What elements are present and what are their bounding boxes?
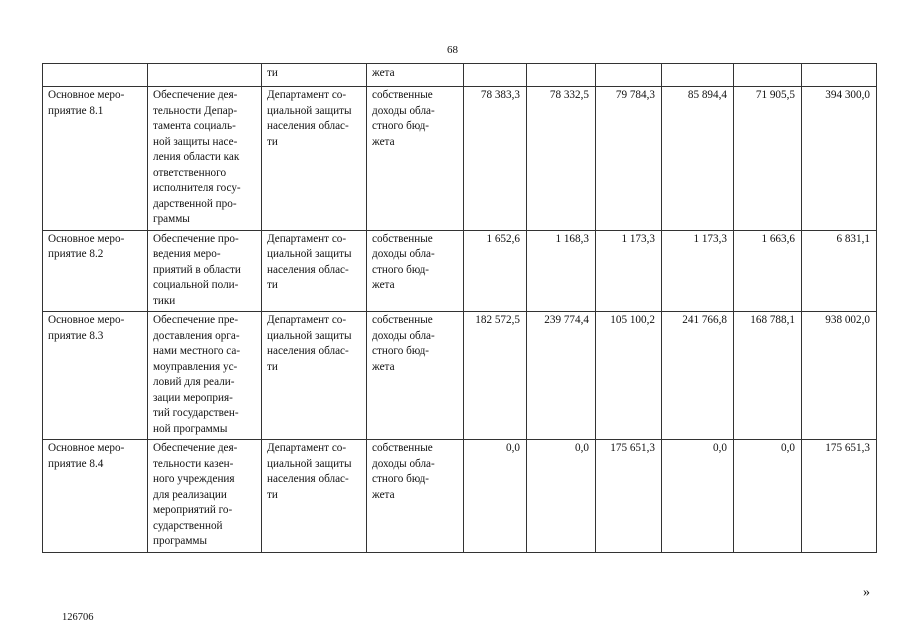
table-row [43, 440, 877, 553]
funding-source-cell: собственные доходы обла- стного бюд- жета [367, 440, 464, 553]
value-cell: 79 784,3 [596, 87, 662, 231]
executor-cell: Департамент со- циальной защиты населения облас- ти [262, 440, 367, 553]
value-cell: 0,0 [527, 440, 596, 553]
value-cell: 1 168,3 [527, 230, 596, 312]
funding-source-cell: собственные доходы обла- стного бюд- жета [367, 87, 464, 231]
event-name-cell: Основное меро- приятие 8.4 [43, 440, 148, 553]
event-name-cell: Основное меро- приятие 8.3 [43, 312, 148, 440]
table-row [43, 87, 877, 231]
executor-cell: Департамент со- циальной защиты населения облас- ти [262, 312, 367, 440]
table-cell [43, 64, 148, 87]
page-number: 68 [447, 44, 458, 56]
executor-cell: Департамент со- циальной защиты населения облас- ти [262, 230, 367, 312]
table-row [43, 312, 877, 440]
description-cell: Обеспечение дея- тельности Депар- тамента социаль- ной защиты насе- ления области как ответственного исполнителя госу- дарственной про- граммы [148, 87, 262, 231]
table-cell: жета [367, 64, 464, 87]
table-cell: ти [262, 64, 367, 87]
continuation-mark: » [863, 585, 870, 600]
description-cell: Обеспечение пре- доставления орга- нами местного са- моуправления ус- ловий для реали- зации мероприя- тий государствен- ной программы [148, 312, 262, 440]
executor-cell: Департамент со- циальной защиты населения облас- ти [262, 87, 367, 231]
value-cell: 78 332,5 [527, 87, 596, 231]
value-cell: 182 572,5 [464, 312, 527, 440]
event-name-cell: Основное меро- приятие 8.2 [43, 230, 148, 312]
funding-source-cell: собственные доходы обла- стного бюд- жета [367, 230, 464, 312]
table-cell [662, 64, 734, 87]
description-cell: Обеспечение про- ведения меро- приятий в области социальной поли- тики [148, 230, 262, 312]
value-cell: 241 766,8 [662, 312, 734, 440]
value-cell: 105 100,2 [596, 312, 662, 440]
value-cell: 78 383,3 [464, 87, 527, 231]
value-cell: 239 774,4 [527, 312, 596, 440]
value-cell: 1 173,3 [662, 230, 734, 312]
value-cell: 1 652,6 [464, 230, 527, 312]
total-cell: 6 831,1 [802, 230, 877, 312]
funding-source-cell: собственные доходы обла- стного бюд- жета [367, 312, 464, 440]
value-cell: 71 905,5 [734, 87, 802, 231]
table-cell [527, 64, 596, 87]
table-cell [734, 64, 802, 87]
table-cell [464, 64, 527, 87]
total-cell: 175 651,3 [802, 440, 877, 553]
table-cell [596, 64, 662, 87]
total-cell: 394 300,0 [802, 87, 877, 231]
table-cell [802, 64, 877, 87]
value-cell: 0,0 [662, 440, 734, 553]
value-cell: 168 788,1 [734, 312, 802, 440]
table-row [43, 230, 877, 312]
continuation-row [43, 64, 877, 87]
value-cell: 85 894,4 [662, 87, 734, 231]
description-cell: Обеспечение дея- тельности казен- ного учреждения для реализации мероприятий го- сударственной программы [148, 440, 262, 553]
event-name-cell: Основное меро- приятие 8.1 [43, 87, 148, 231]
total-cell: 938 002,0 [802, 312, 877, 440]
value-cell: 175 651,3 [596, 440, 662, 553]
value-cell: 1 663,6 [734, 230, 802, 312]
table-cell [148, 64, 262, 87]
budget-table [42, 63, 877, 553]
document-code: 126706 [62, 612, 94, 623]
value-cell: 0,0 [464, 440, 527, 553]
value-cell: 0,0 [734, 440, 802, 553]
value-cell: 1 173,3 [596, 230, 662, 312]
